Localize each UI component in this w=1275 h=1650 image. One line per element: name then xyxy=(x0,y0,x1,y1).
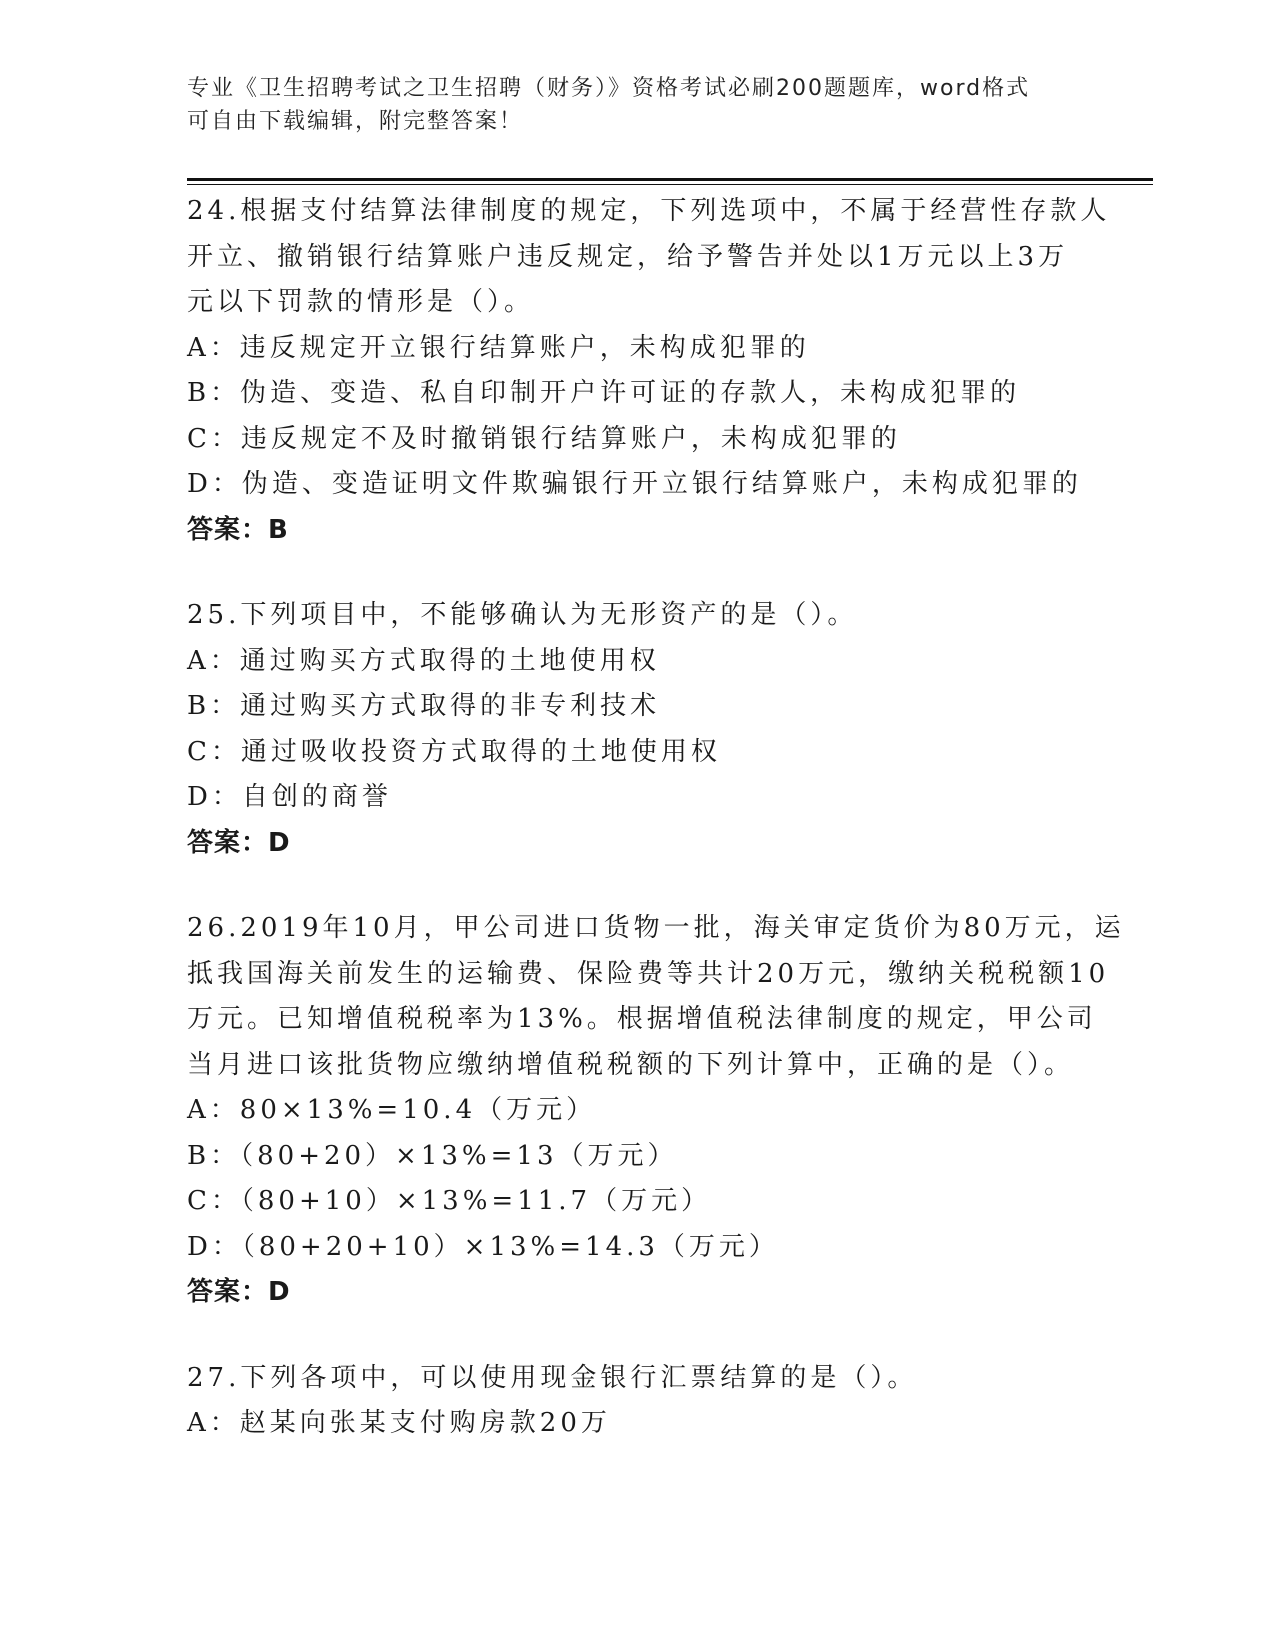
answer-label: 答案：D xyxy=(187,1277,291,1307)
option-b: B：（80+20）×13%=13（万元） xyxy=(187,1140,678,1171)
question-25 xyxy=(187,593,1087,866)
option-a: A：80×13%=10.4（万元） xyxy=(187,1095,597,1125)
question-stem-line: 元以下罚款的情形是（）。 xyxy=(187,287,535,317)
question-stem-line: 24.根据支付结算法律制度的规定，下列选项中，不属于经营性存款人 xyxy=(187,196,1111,226)
option-a: A：通过购买方式取得的土地使用权 xyxy=(187,645,660,676)
option-a: A：违反规定开立银行结算账户，未构成犯罪的 xyxy=(187,332,810,363)
option-d: D：自创的商誉 xyxy=(187,782,392,812)
question-stem-line: 开立、撤销银行结算账户违反规定，给予警告并处以1万元以上3万 xyxy=(187,241,1069,272)
question-stem-line: 抵我国海关前发生的运输费、保险费等共计20万元，缴纳关税税额10 xyxy=(187,958,1110,989)
question-stem-line: 26.2019年10月，甲公司进口货物一批，海关审定货价为80万元，运 xyxy=(187,913,1125,943)
document-header xyxy=(187,72,1067,138)
option-a: A：赵某向张某支付购房款20万 xyxy=(187,1408,611,1438)
answer-label: 答案：D xyxy=(187,827,291,858)
option-d: D：伪造、变造证明文件欺骗银行开立银行结算账户，未构成犯罪的 xyxy=(187,469,1082,499)
option-c: C：通过吸收投资方式取得的土地使用权 xyxy=(187,736,721,767)
header-rule-thick xyxy=(187,178,1153,181)
header-rule-thin xyxy=(187,184,1153,185)
question-26 xyxy=(187,906,1125,1316)
question-stem-line: 万元。已知增值税税率为13%。根据增值税法律制度的规定，甲公司 xyxy=(187,1004,1097,1034)
option-d: D：（80+20+10）×13%=14.3（万元） xyxy=(187,1231,779,1262)
option-b: B：伪造、变造、私自印制开户许可证的存款人，未构成犯罪的 xyxy=(187,378,1021,408)
header-line-1: 专业《卫生招聘考试之卫生招聘（财务）》资格考试必刷200题题库，word格式 xyxy=(187,76,1031,101)
question-stem-line: 25.下列项目中，不能够确认为无形资产的是（）。 xyxy=(187,600,858,630)
question-27 xyxy=(187,1356,1087,1447)
question-list xyxy=(187,189,1125,1487)
option-b: B：通过购买方式取得的非专利技术 xyxy=(187,691,661,721)
question-24 xyxy=(187,189,1111,553)
option-c: C：（80+10）×13%=11.7（万元） xyxy=(187,1186,712,1216)
question-stem-line: 27.下列各项中，可以使用现金银行汇票结算的是（）。 xyxy=(187,1362,918,1393)
header-line-2: 可自由下载编辑，附完整答案！ xyxy=(187,109,524,134)
question-stem-line: 当月进口该批货物应缴纳增值税税额的下列计算中，正确的是（）。 xyxy=(187,1049,1075,1080)
answer-label: 答案：B xyxy=(187,514,289,545)
option-c: C：违反规定不及时撤销银行结算账户，未构成犯罪的 xyxy=(187,423,901,454)
